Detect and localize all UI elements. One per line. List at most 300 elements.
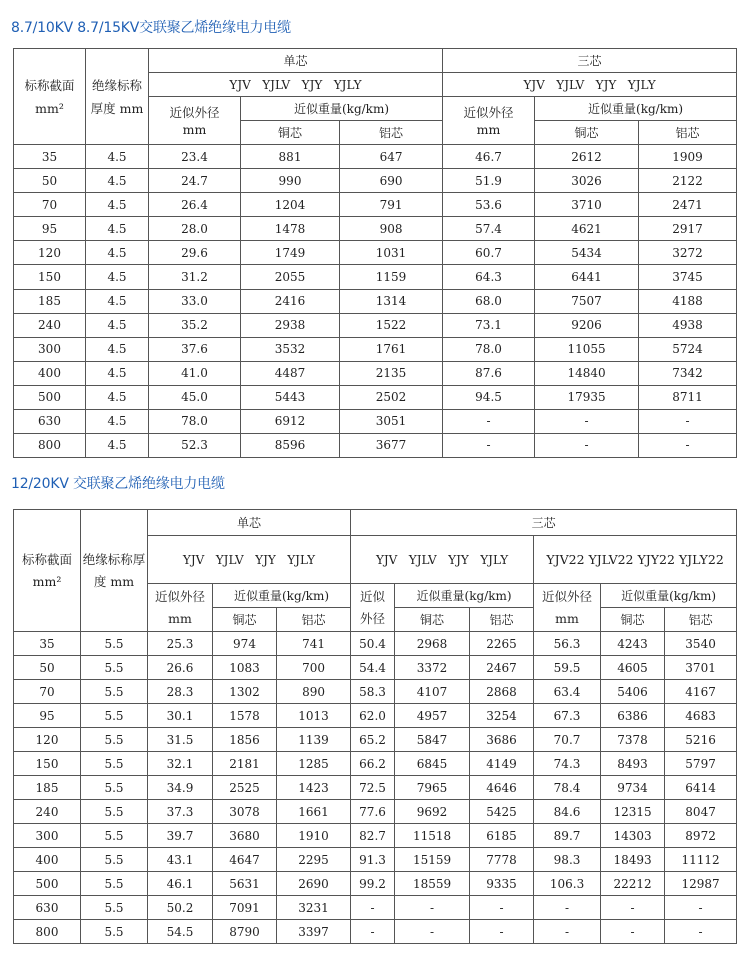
- table-cell: 150: [14, 265, 86, 289]
- table-cell: 46.1: [148, 872, 213, 896]
- table-cell: 99.2: [351, 872, 395, 896]
- table-cell: 8047: [665, 800, 737, 824]
- table-cell: 9692: [395, 800, 470, 824]
- table-cell: 2181: [213, 752, 277, 776]
- table-row: [14, 313, 737, 337]
- table-cell: 4.5: [86, 265, 149, 289]
- table-cell: 26.4: [149, 193, 241, 217]
- table-cell: 1314: [340, 289, 443, 313]
- table-cell: 1749: [241, 241, 340, 265]
- table-cell: 4188: [639, 289, 737, 313]
- table-cell: 3051: [340, 409, 443, 433]
- header-weight-single: 近似重量(kg/km): [241, 97, 443, 121]
- table-cell: 3540: [665, 632, 737, 656]
- table-cell: 2467: [470, 656, 534, 680]
- table-cell: 2265: [470, 632, 534, 656]
- table-cell: 3231: [277, 896, 351, 920]
- table-cell: 2868: [470, 680, 534, 704]
- table-cell: 1661: [277, 800, 351, 824]
- table-cell: 1285: [277, 752, 351, 776]
- table-cell: 8790: [213, 920, 277, 944]
- table-cell: 4.5: [86, 217, 149, 241]
- table-cell: 11112: [665, 848, 737, 872]
- table-cell: -: [665, 896, 737, 920]
- table-cell: 5724: [639, 337, 737, 361]
- table-cell: 28.3: [148, 680, 213, 704]
- table-cell: 1013: [277, 704, 351, 728]
- table-cell: 890: [277, 680, 351, 704]
- table-cell: 5.5: [81, 632, 148, 656]
- table-cell: 5.5: [81, 824, 148, 848]
- table-cell: 990: [241, 169, 340, 193]
- header-weight-three: 近似重量(kg/km): [395, 584, 534, 608]
- table-cell: 74.3: [534, 752, 601, 776]
- od-label: 近似外径: [169, 104, 220, 120]
- table-cell: 908: [340, 217, 443, 241]
- table-cell: 9734: [601, 776, 665, 800]
- table-cell: 3677: [340, 433, 443, 457]
- table-cell: 4167: [665, 680, 737, 704]
- header-od-single: 近似外径 mm: [148, 584, 213, 632]
- table-cell: 32.1: [148, 752, 213, 776]
- table-cell: 5.5: [81, 848, 148, 872]
- table-cell: 400: [14, 361, 86, 385]
- table-cell: 64.3: [443, 265, 535, 289]
- table-cell: 70.7: [534, 728, 601, 752]
- table-cell: 66.2: [351, 752, 395, 776]
- table-cell: -: [601, 920, 665, 944]
- table-cell: 4957: [395, 704, 470, 728]
- table-cell: -: [535, 409, 639, 433]
- table-cell: 45.0: [149, 385, 241, 409]
- od-unit: mm: [476, 121, 501, 137]
- table-cell: 35: [14, 145, 86, 169]
- table-cell: -: [351, 896, 395, 920]
- table-cell: 3701: [665, 656, 737, 680]
- header-copper: 铜芯: [241, 121, 340, 145]
- table-row: [14, 217, 737, 241]
- table-cell: 400: [14, 848, 81, 872]
- table-cell: 5443: [241, 385, 340, 409]
- table-cell: 53.6: [443, 193, 535, 217]
- table-cell: 5631: [213, 872, 277, 896]
- header-aluminum: 铝芯: [665, 608, 737, 632]
- table-cell: 5797: [665, 752, 737, 776]
- table-cell: 3272: [639, 241, 737, 265]
- table-cell: 240: [14, 313, 86, 337]
- table-cell: 89.7: [534, 824, 601, 848]
- table-cell: 43.1: [148, 848, 213, 872]
- header-aluminum: 铝芯: [340, 121, 443, 145]
- header-single-core: 单芯: [148, 510, 351, 536]
- table-row: [14, 680, 737, 704]
- table-cell: 12315: [601, 800, 665, 824]
- table-cell: 62.0: [351, 704, 395, 728]
- table-cell: 22212: [601, 872, 665, 896]
- table-cell: 57.4: [443, 217, 535, 241]
- table-cell: 1909: [639, 145, 737, 169]
- header-models-three: YJV YJLV YJY YJLY: [351, 536, 534, 584]
- table-cell: 8711: [639, 385, 737, 409]
- table-cell: 3026: [535, 169, 639, 193]
- table-cell: 5425: [470, 800, 534, 824]
- table-cell: 50.4: [351, 632, 395, 656]
- table-cell: 65.2: [351, 728, 395, 752]
- header-single-core: 单芯: [149, 49, 443, 73]
- table-cell: 78.0: [149, 409, 241, 433]
- table-cell: 7378: [601, 728, 665, 752]
- table-cell: 5.5: [81, 872, 148, 896]
- header-insulation-thickness: 绝缘标称厚度 mm: [86, 49, 149, 145]
- table-cell: 5216: [665, 728, 737, 752]
- table-row: [14, 776, 737, 800]
- table-cell: -: [395, 920, 470, 944]
- header-section-size: 标称截面 mm²: [14, 510, 81, 632]
- table-cell: 5.5: [81, 800, 148, 824]
- table-cell: 4243: [601, 632, 665, 656]
- header-insulation-thickness: 绝缘标称厚度 mm: [81, 510, 148, 632]
- table-cell: 690: [340, 169, 443, 193]
- table-cell: 87.6: [443, 361, 535, 385]
- table-cell: 52.3: [149, 433, 241, 457]
- table-cell: 77.6: [351, 800, 395, 824]
- table-cell: 2612: [535, 145, 639, 169]
- table-cell: 4.5: [86, 241, 149, 265]
- table-cell: 6845: [395, 752, 470, 776]
- table-cell: 1761: [340, 337, 443, 361]
- table-row: [14, 145, 737, 169]
- table-cell: 95: [14, 217, 86, 241]
- table-cell: 39.7: [148, 824, 213, 848]
- table-cell: 6912: [241, 409, 340, 433]
- table-cell: 150: [14, 752, 81, 776]
- table-cell: 240: [14, 800, 81, 824]
- table-row: [14, 752, 737, 776]
- table-cell: 2690: [277, 872, 351, 896]
- table-row: [14, 656, 737, 680]
- table-cell: 18493: [601, 848, 665, 872]
- table-cell: 78.0: [443, 337, 535, 361]
- table-cell: 56.3: [534, 632, 601, 656]
- table-cell: 70: [14, 680, 81, 704]
- table-cell: 881: [241, 145, 340, 169]
- table-cell: -: [639, 433, 737, 457]
- header-models-single: YJV YJLV YJY YJLY: [149, 73, 443, 97]
- table-cell: -: [443, 433, 535, 457]
- table-cell: -: [470, 896, 534, 920]
- table-cell: 94.5: [443, 385, 535, 409]
- table-cell: 1478: [241, 217, 340, 241]
- table-cell: 4.5: [86, 169, 149, 193]
- table-cell: 7342: [639, 361, 737, 385]
- table-cell: 59.5: [534, 656, 601, 680]
- table-cell: 500: [14, 872, 81, 896]
- table-cell: 120: [14, 728, 81, 752]
- table-row: [14, 800, 737, 824]
- table-cell: 3745: [639, 265, 737, 289]
- table-cell: 7778: [470, 848, 534, 872]
- od-unit: mm: [182, 121, 207, 137]
- table-cell: 60.7: [443, 241, 535, 265]
- table-cell: 1578: [213, 704, 277, 728]
- table-cell: 2525: [213, 776, 277, 800]
- table-row: [14, 193, 737, 217]
- table-cell: 95: [14, 704, 81, 728]
- table-cell: 91.3: [351, 848, 395, 872]
- table-cell: 5.5: [81, 752, 148, 776]
- table-cell: 3686: [470, 728, 534, 752]
- header-weight-armored: 近似重量(kg/km): [601, 584, 737, 608]
- table-cell: -: [351, 920, 395, 944]
- table-cell: 5.5: [81, 920, 148, 944]
- table-cell: -: [395, 896, 470, 920]
- table-cell: 3710: [535, 193, 639, 217]
- table-cell: 2938: [241, 313, 340, 337]
- od-label: 近似外径: [463, 104, 514, 120]
- header-weight-three: 近似重量(kg/km): [535, 97, 737, 121]
- table-cell: 630: [14, 896, 81, 920]
- table-cell: -: [534, 920, 601, 944]
- header-weight-single: 近似重量(kg/km): [213, 584, 351, 608]
- table-cell: 58.3: [351, 680, 395, 704]
- table-cell: 35.2: [149, 313, 241, 337]
- table-cell: 4.5: [86, 289, 149, 313]
- table-cell: 23.4: [149, 145, 241, 169]
- header-three-core: 三芯: [351, 510, 737, 536]
- table-cell: 67.3: [534, 704, 601, 728]
- table-cell: 630: [14, 409, 86, 433]
- header-three-core: 三芯: [443, 49, 737, 73]
- table-cell: 41.0: [149, 361, 241, 385]
- header-section-size: 标称截面 mm²: [14, 49, 86, 145]
- table-cell: 84.6: [534, 800, 601, 824]
- table-cell: 63.4: [534, 680, 601, 704]
- table-row: [14, 361, 737, 385]
- table-row: [14, 896, 737, 920]
- table-cell: 1031: [340, 241, 443, 265]
- table-cell: 5.5: [81, 704, 148, 728]
- table-cell: 6185: [470, 824, 534, 848]
- table-cell: 98.3: [534, 848, 601, 872]
- table-cell: 3532: [241, 337, 340, 361]
- table-cell: -: [665, 920, 737, 944]
- table-cell: 11055: [535, 337, 639, 361]
- table-cell: -: [535, 433, 639, 457]
- table-cell: 9335: [470, 872, 534, 896]
- table-cell: 12987: [665, 872, 737, 896]
- table-cell: 73.1: [443, 313, 535, 337]
- table-cell: 6441: [535, 265, 639, 289]
- table-cell: 5.5: [81, 896, 148, 920]
- cable-spec-table-20kv: [13, 509, 737, 944]
- table-cell: 5.5: [81, 728, 148, 752]
- table-cell: 800: [14, 433, 86, 457]
- table-cell: 5.5: [81, 680, 148, 704]
- table-cell: 26.6: [148, 656, 213, 680]
- table-cell: 974: [213, 632, 277, 656]
- table-cell: 4621: [535, 217, 639, 241]
- header-models-armored: YJV22 YJLV22 YJY22 YJLY22: [534, 536, 737, 584]
- table-cell: -: [470, 920, 534, 944]
- table-cell: 34.9: [148, 776, 213, 800]
- table-cell: 4107: [395, 680, 470, 704]
- table-cell: 1139: [277, 728, 351, 752]
- table-cell: 8493: [601, 752, 665, 776]
- header-copper: 铜芯: [213, 608, 277, 632]
- table-cell: 4605: [601, 656, 665, 680]
- table-cell: 4938: [639, 313, 737, 337]
- table-cell: 300: [14, 337, 86, 361]
- table-cell: 14840: [535, 361, 639, 385]
- table-cell: 31.5: [148, 728, 213, 752]
- table-cell: 24.7: [149, 169, 241, 193]
- table-cell: 5.5: [81, 656, 148, 680]
- table-cell: 5847: [395, 728, 470, 752]
- table-cell: 4.5: [86, 313, 149, 337]
- table-cell: 4683: [665, 704, 737, 728]
- header-copper: 铜芯: [395, 608, 470, 632]
- table-row: [14, 409, 737, 433]
- table-cell: -: [639, 409, 737, 433]
- header-aluminum: 铝芯: [639, 121, 737, 145]
- table-cell: 7091: [213, 896, 277, 920]
- header-aluminum: 铝芯: [277, 608, 351, 632]
- table-cell: -: [443, 409, 535, 433]
- table-cell: 4.5: [86, 337, 149, 361]
- table-cell: 50: [14, 169, 86, 193]
- table-cell: 700: [277, 656, 351, 680]
- table-row: [14, 632, 737, 656]
- table-cell: 500: [14, 385, 86, 409]
- table-cell: 3078: [213, 800, 277, 824]
- table-cell: 4.5: [86, 385, 149, 409]
- table-cell: 120: [14, 241, 86, 265]
- table-cell: 4.5: [86, 193, 149, 217]
- table-cell: 37.6: [149, 337, 241, 361]
- table-cell: 1204: [241, 193, 340, 217]
- table-cell: 50.2: [148, 896, 213, 920]
- table-cell: 1522: [340, 313, 443, 337]
- table-cell: 1856: [213, 728, 277, 752]
- table-cell: 7507: [535, 289, 639, 313]
- header-copper: 铜芯: [601, 608, 665, 632]
- table-cell: 51.9: [443, 169, 535, 193]
- table-cell: 72.5: [351, 776, 395, 800]
- table-cell: 15159: [395, 848, 470, 872]
- header-aluminum: 铝芯: [470, 608, 534, 632]
- table-row: [14, 848, 737, 872]
- table-cell: 4.5: [86, 433, 149, 457]
- header-models-three: YJV YJLV YJY YJLY: [443, 73, 737, 97]
- table-cell: 25.3: [148, 632, 213, 656]
- table-cell: 14303: [601, 824, 665, 848]
- table-cell: 647: [340, 145, 443, 169]
- table-row: [14, 241, 737, 265]
- table-cell: 4.5: [86, 145, 149, 169]
- table-cell: 1159: [340, 265, 443, 289]
- table-cell: 2122: [639, 169, 737, 193]
- table-cell: 5406: [601, 680, 665, 704]
- table-cell: 4487: [241, 361, 340, 385]
- table-cell: 31.2: [149, 265, 241, 289]
- table-cell: 2055: [241, 265, 340, 289]
- table-cell: 78.4: [534, 776, 601, 800]
- table-cell: 2295: [277, 848, 351, 872]
- table-cell: -: [601, 896, 665, 920]
- table-row: [14, 433, 737, 457]
- table-cell: 18559: [395, 872, 470, 896]
- table-row: [14, 385, 737, 409]
- table-cell: 3254: [470, 704, 534, 728]
- table-cell: 4647: [213, 848, 277, 872]
- table-cell: 4.5: [86, 409, 149, 433]
- header-od-single: [149, 97, 241, 145]
- table-cell: 30.1: [148, 704, 213, 728]
- table-cell: 5434: [535, 241, 639, 265]
- table-cell: 2502: [340, 385, 443, 409]
- table-cell: 2917: [639, 217, 737, 241]
- table-cell: 4646: [470, 776, 534, 800]
- table-cell: 17935: [535, 385, 639, 409]
- table-cell: 2416: [241, 289, 340, 313]
- table-cell: 741: [277, 632, 351, 656]
- table-cell: 1083: [213, 656, 277, 680]
- cable-spec-table-10kv: [13, 48, 737, 458]
- table-cell: 1423: [277, 776, 351, 800]
- section1-title: 8.7/10KV 8.7/15KV交联聚乙烯绝缘电力电缆: [11, 20, 291, 36]
- table-row: [14, 289, 737, 313]
- header-od-three: 近似外径: [351, 584, 395, 632]
- table-cell: 2968: [395, 632, 470, 656]
- table-cell: 9206: [535, 313, 639, 337]
- table-cell: 46.7: [443, 145, 535, 169]
- header-models-single: YJV YJLV YJY YJLY: [148, 536, 351, 584]
- table-cell: 82.7: [351, 824, 395, 848]
- table-cell: 8972: [665, 824, 737, 848]
- table-row: [14, 920, 737, 944]
- table-cell: 28.0: [149, 217, 241, 241]
- table-cell: -: [534, 896, 601, 920]
- table-row: [14, 824, 737, 848]
- table-cell: 70: [14, 193, 86, 217]
- table-cell: 1910: [277, 824, 351, 848]
- header-od-armored: 近似外径 mm: [534, 584, 601, 632]
- table-cell: 54.4: [351, 656, 395, 680]
- table-cell: 37.3: [148, 800, 213, 824]
- table-row: [14, 169, 737, 193]
- table-cell: 791: [340, 193, 443, 217]
- table-cell: 800: [14, 920, 81, 944]
- table-row: [14, 704, 737, 728]
- table-cell: 185: [14, 776, 81, 800]
- table-cell: 3680: [213, 824, 277, 848]
- table-cell: 6414: [665, 776, 737, 800]
- table-cell: 4.5: [86, 361, 149, 385]
- table-cell: 8596: [241, 433, 340, 457]
- table-cell: 2135: [340, 361, 443, 385]
- table-cell: 29.6: [149, 241, 241, 265]
- table-cell: 3372: [395, 656, 470, 680]
- table-cell: 68.0: [443, 289, 535, 313]
- table-cell: 5.5: [81, 776, 148, 800]
- table-row: [14, 337, 737, 361]
- table-cell: 1302: [213, 680, 277, 704]
- table-cell: 7965: [395, 776, 470, 800]
- table-row: [14, 265, 737, 289]
- section2-title: 12/20KV 交联聚乙烯绝缘电力电缆: [11, 476, 225, 492]
- table-cell: 33.0: [149, 289, 241, 313]
- table-cell: 54.5: [148, 920, 213, 944]
